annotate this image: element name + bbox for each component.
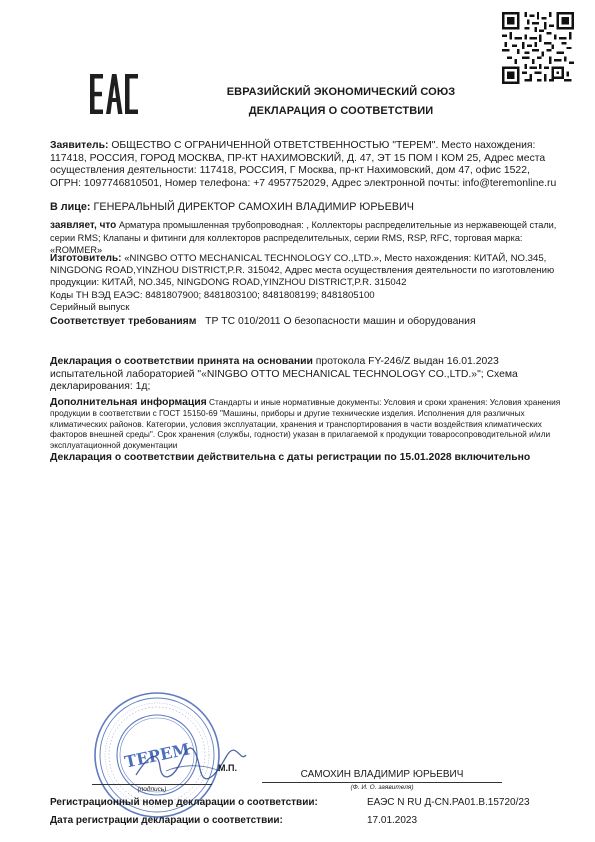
- registration-number-row: [50, 797, 560, 808]
- declares-label: заявляет, что: [50, 220, 117, 231]
- registration-number-label: Регистрационный номер декларации о соответствии:: [50, 797, 318, 808]
- registration-date-label: Дата регистрации декларации о соответствии:: [50, 815, 283, 826]
- additional-info-text: Стандарты и иные нормативные документы: Условия и сроки хранения: Условия хранения продукции в соответствии с ГОСТ 15150-69 "Машины, приборы и другие технические изделия. Исполнения для различных климатических районов. Категории, условия эксплуатации, хранения и транспортирования в части воздействия климатических факторов внешней среды". Срок хранения (службы, годности) указан в прилагаемой к продукции товаросопроводительной и/или эксплуатационной документации: [50, 397, 561, 450]
- registration-date-value: 17.01.2023: [367, 815, 418, 826]
- person-label: В лице:: [50, 201, 91, 213]
- signer-name: САМОХИН ВЛАДИМИР ЮРЬЕВИЧ: [300, 769, 464, 780]
- declares-text: Арматура промышленная трубопроводная: , Коллекторы распределительные из нержавеющей стали, серии RMS; Клапаны и фитинги для коллекторов распределительных, серии RMS, RSP, RFC, торговая марка: «ROMMER»: [50, 220, 557, 255]
- complies-text: ТР ТС 010/2011 О безопасности машин и оборудования: [205, 316, 476, 327]
- signature-line: [92, 784, 212, 785]
- union-title: ЕВРАЗИЙСКИЙ ЭКОНОМИЧЕСКИЙ СОЮЗ: [226, 86, 456, 98]
- applicant-text: ОБЩЕСТВО С ОГРАНИЧЕННОЙ ОТВЕТСТВЕННОСТЬЮ "ТЕРЕМ". Место нахождения: 117418, РОССИЯ, ГОРОД МОСКВА, ПР-КТ НАХИМОВСКИЙ, Д. 47, ЭТ 15 ПОМ I КОМ 25, Адрес места осуществления деятельности: 117418, РОССИЯ, Г Москва, пр-кт Нахимовский, дом 47, офис 1522, ОГРН: 1097746810501, Номер телефона: +7 4957752029, Адрес электронной почты: info@teremonline.ru: [50, 140, 557, 189]
- applicant-block: [50, 140, 562, 190]
- manufacturer-block: [50, 253, 562, 290]
- customs-codes: Коды ТН ВЭД ЕАЭС: 8481807900; 8481803100; 8481808199; 8481805100: [50, 290, 375, 301]
- qr-code-icon: [502, 12, 574, 84]
- eac-logo-icon: [88, 70, 140, 118]
- validity-statement: Декларация о соответствии действительна с даты регистрации по 15.01.2028 включительно: [50, 452, 531, 463]
- manufacturer-text: «NINGBO OTTO MECHANICAL TECHNOLOGY CO.,LTD.», Место нахождения: КИТАЙ, NO.345, NINGDONG ROAD,YINZHOU DISTRICT,P.R. 315042, Адрес места осуществления деятельности по изготовлению продукции: КИТАЙ, NO.345, NINGDONG ROAD,YINZHOU DISTRICT,P.R. 315042: [50, 253, 555, 289]
- document-header: [186, 86, 496, 118]
- basis-block: [50, 356, 562, 394]
- seal-place-label: М.П.: [218, 763, 237, 773]
- name-line: [262, 782, 502, 783]
- manufacturer-label: Изготовитель:: [50, 253, 122, 264]
- declares-block: [50, 219, 562, 256]
- person-block: [50, 201, 562, 214]
- document-title: ДЕКЛАРАЦИЯ О СООТВЕТСТВИИ: [248, 105, 434, 117]
- signature-caption: (подпись): [137, 786, 167, 793]
- registration-number-value: ЕАЭС N RU Д-CN.PA01.B.15720/23: [367, 797, 530, 808]
- complies-label: Соответствует требованиям: [50, 316, 197, 327]
- basis-label: Декларация о соответствии принята на основании: [50, 356, 313, 367]
- basis-text: протокола FY-246/Z выдан 16.01.2023 испытательной лабораторией "«NINGBO OTTO MECHANICAL TECHNOLOGY CO.,LTD.»"; Схема декларирования: 1д;: [50, 356, 518, 393]
- additional-info-label: Дополнительная информация: [50, 397, 207, 408]
- name-caption: (Ф. И. О. заявителя): [350, 784, 414, 791]
- serial-production: Серийный выпуск: [50, 302, 130, 313]
- complies-block: [50, 316, 562, 329]
- additional-info-block: [50, 397, 562, 450]
- person-text: ГЕНЕРАЛЬНЫЙ ДИРЕКТОР САМОХИН ВЛАДИМИР ЮРЬЕВИЧ: [93, 201, 414, 213]
- stamp-text: ТЕРЕМ: [122, 739, 192, 772]
- applicant-label: Заявитель:: [50, 140, 109, 151]
- registration-date-row: [50, 815, 560, 826]
